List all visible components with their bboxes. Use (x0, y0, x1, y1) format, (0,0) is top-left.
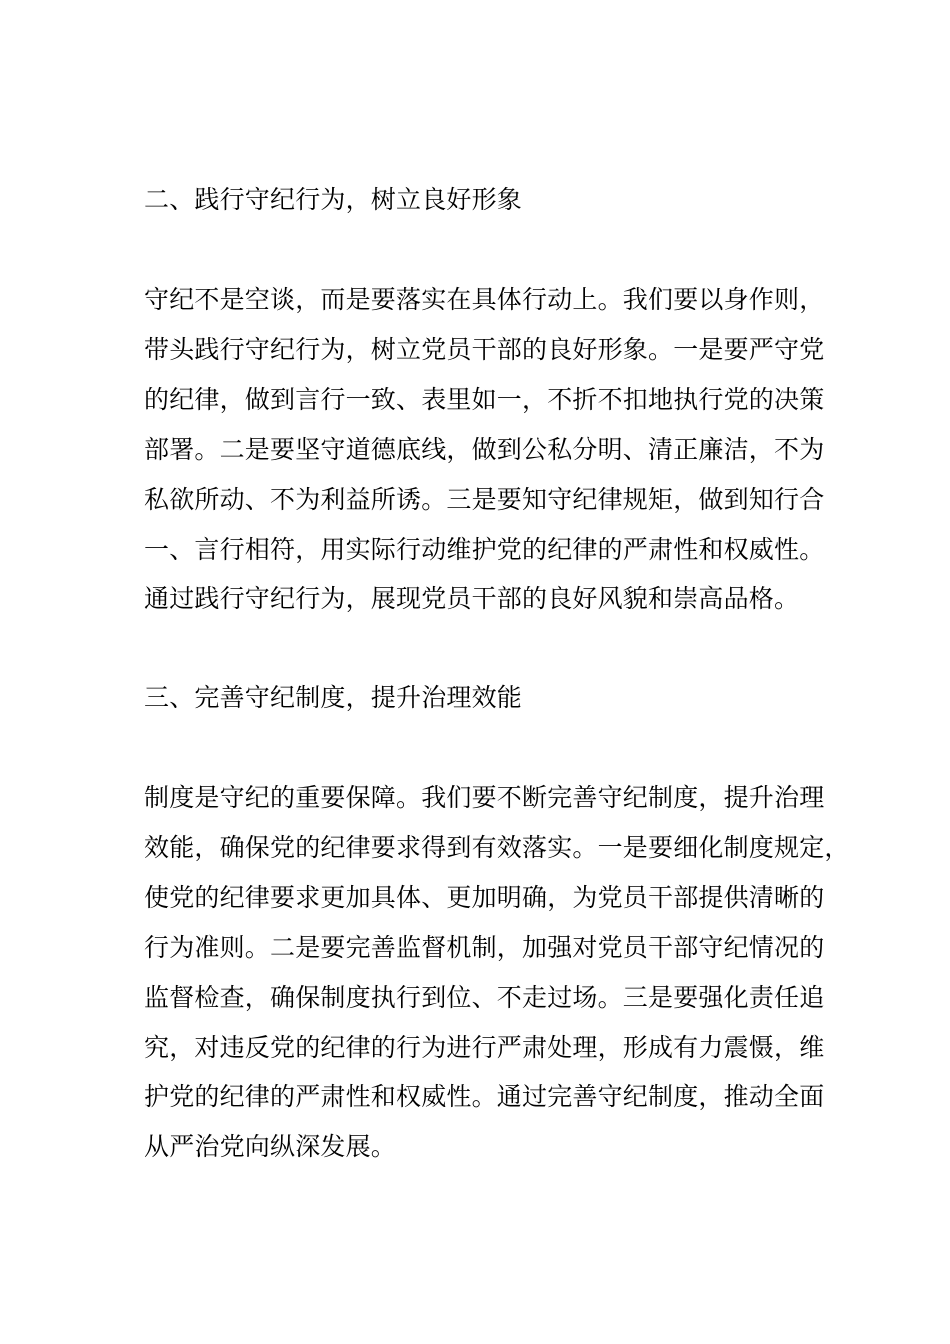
paragraph-line: 护党的纪律的严肃性和权威性。通过完善守纪制度，推动全面 (144, 1082, 825, 1111)
paragraph-line: 行为准则。二是要完善监督机制，加强对党员干部守纪情况的 (144, 933, 825, 962)
paragraph-line: 究，对违反党的纪律的行为进行严肃处理，形成有力震慑，维 (144, 1033, 825, 1062)
paragraph-line: 从严治党向纵深发展。 (144, 1132, 397, 1161)
paragraph-line: 的纪律，做到言行一致、表里如一，不折不扣地执行党的决策 (144, 385, 825, 414)
paragraph-line: 一、言行相符，用实际行动维护党的纪律的严肃性和权威性。 (144, 535, 825, 564)
paragraph-line: 私欲所动、不为利益所诱。三是要知守纪律规矩，做到知行合 (144, 485, 825, 514)
paragraph-line: 部署。二是要坚守道德底线，做到公私分明、清正廉洁，不为 (144, 435, 825, 464)
paragraph-line: 监督检查，确保制度执行到位、不走过场。三是要强化责任追 (144, 983, 825, 1012)
paragraph-line: 效能，确保党的纪律要求得到有效落实。一是要细化制度规定， (144, 833, 850, 862)
paragraph-line: 守纪不是空谈，而是要落实在具体行动上。我们要以身作则， (144, 285, 825, 314)
section-2-heading: 二、践行守纪行为，树立良好形象 (144, 185, 523, 214)
paragraph-line: 带头践行守纪行为，树立党员干部的良好形象。一是要严守党 (144, 335, 825, 364)
section-3-heading: 三、完善守纪制度，提升治理效能 (144, 683, 523, 712)
paragraph-line: 通过践行守纪行为，展现党员干部的良好风貌和崇高品格。 (144, 584, 800, 613)
paragraph-line: 使党的纪律要求更加具体、更加明确，为党员干部提供清晰的 (144, 883, 825, 912)
paragraph-line: 制度是守纪的重要保障。我们要不断完善守纪制度，提升治理 (144, 783, 825, 812)
